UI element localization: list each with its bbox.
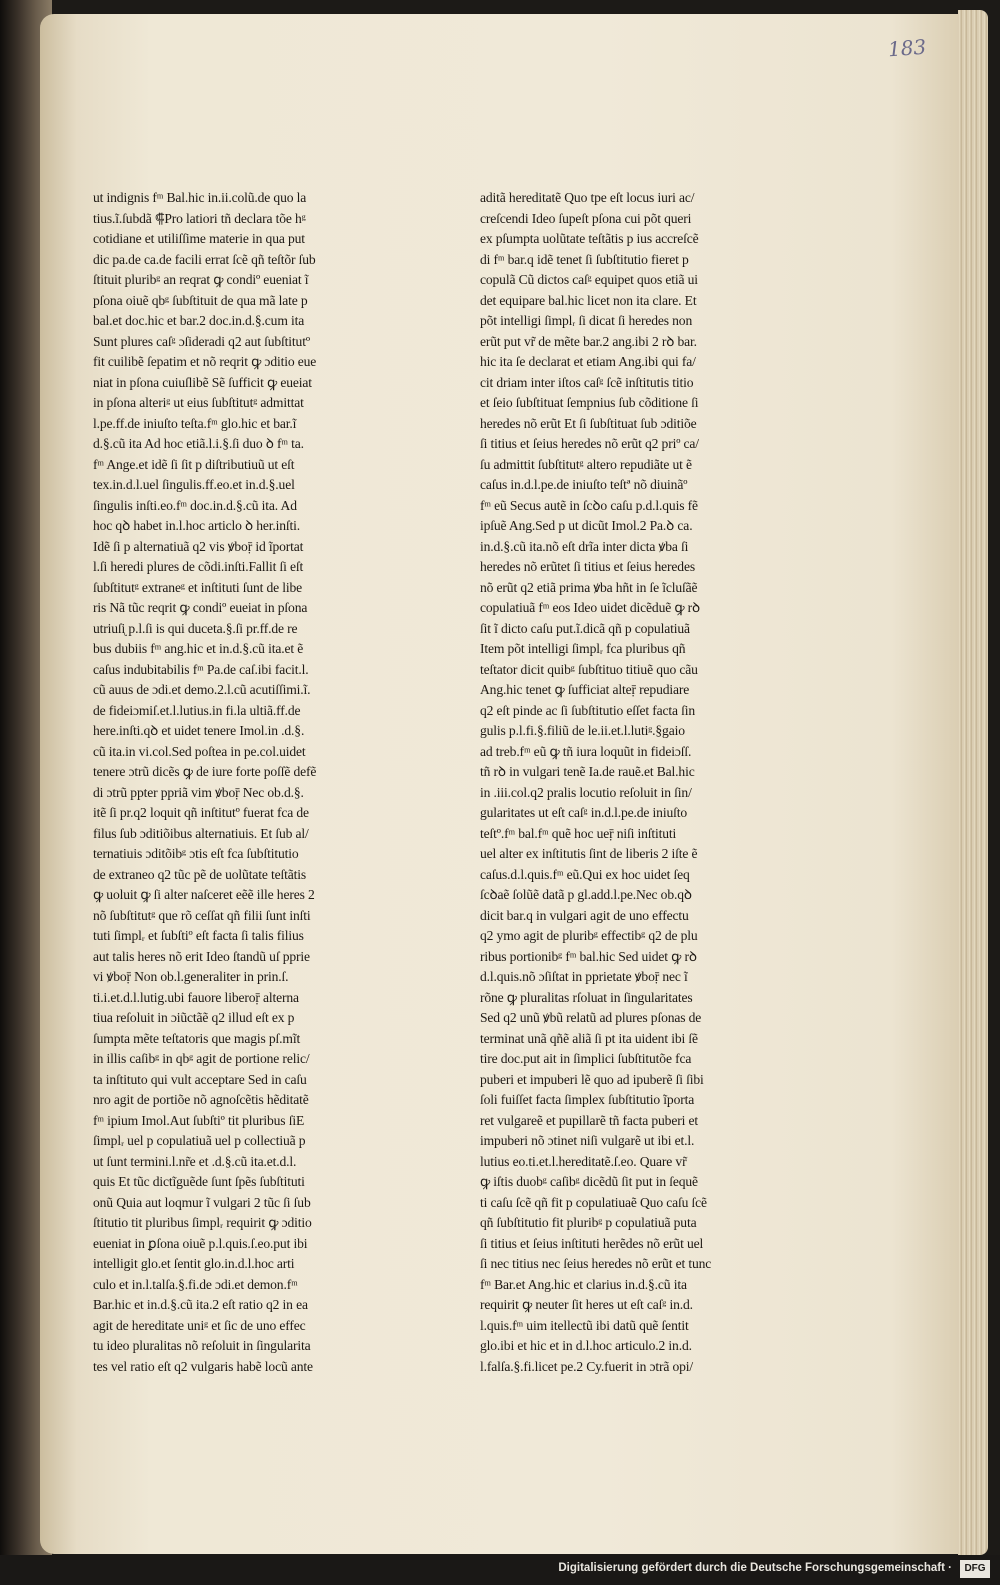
text-line: intelligit glo.et ſentit glo.in.d.l.hoc arti [93, 1256, 295, 1271]
text-line: gulis p.l.fi.§.filiũ de le.ii.et.l.lutiᵍ.§gaio [480, 723, 685, 738]
text-line: tex.in.d.l.uel ſingulis.ff.eo.et in.d.§.uel [93, 477, 295, 492]
text-line: ad treb.fᵐ eũ ꝙ tñ iura loquũt in fideiɔſſ. [480, 743, 692, 759]
text-line: Idẽ ſi p alternatiuã q2 vis ꝟboṝ id ĩportat [93, 538, 304, 554]
text-line: ti.i.et.d.l.lutig.ubi fauore liberoṝ alterna [93, 989, 299, 1005]
text-line: dic pa.de ca.de facili errat ſcẽ qñ teſtõr ſub [93, 251, 316, 267]
text-line: teſtº.fᵐ bal.fᵐ quẽ hoc ueṝ niſi inſtituti [480, 825, 677, 841]
text-line: tius.ĩ.ſubdã ⸿Pro latiori tñ declara tõe hᵍ [93, 210, 306, 226]
text-line: cũ auus de ɔdi.et demo.2.l.cũ acutiſſimi.ĩ. [93, 682, 311, 697]
text-line: de fideiɔmiſ.et.l.lutius.in fi.la ultiã.ff.de [93, 702, 301, 718]
text-line: nro agit de portiõe nõ agnoſcẽtis hẽditatẽ [93, 1092, 309, 1107]
text-line: hic ita ſe declarat et etiam Ang.ibi qui fa/ [480, 354, 696, 369]
text-line: vi ꝟboṝ Non ob.l.generaliter in prin.ſ. [93, 969, 289, 984]
text-line: l.falſa.§.fi.licet pe.2 Cy.fuerit in ɔtrã opi/ [480, 1358, 694, 1374]
text-line: tu ideo pluralitas nõ reſoluit in ſingularita [93, 1338, 311, 1353]
text-line: fᵐ eũ Secus autẽ in ſcꝺo caſu p.d.l.quis fẽ [480, 497, 698, 513]
text-line: aut talis heres nõ erit Ideo ſtandũ uſ pprie [93, 948, 310, 964]
text-line: l.ſi heredi plures de cõdi.inſti.Fallit ſi eſt [93, 559, 304, 574]
footer-credit-text: Digitalisierung gefördert durch die Deutsche Forschungsgemeinschaft · [558, 1562, 952, 1574]
text-line: det equipare bal.hic licet non ita clare. Et [480, 292, 697, 308]
text-line: rõne ꝙ pluralitas rſoluat in ſingularitates [480, 989, 693, 1005]
text-line: tire doc.put ait in ſimplici ſubſtitutõe fca [480, 1051, 692, 1066]
text-line: l.pe.ff.de iniuſto teſta.fᵐ glo.hic et bar.ĩ [93, 415, 297, 431]
text-line: ꝙ uoluit ꝙ ſi alter naſceret eẽẽ ille heres 2 [93, 887, 315, 902]
text-line: tes vel ratio eſt q2 vulgaris habẽ locũ ante [93, 1358, 313, 1374]
text-line: aditã hereditatẽ Quo tpe eſt locus iuri ac/ [480, 190, 695, 205]
text-line: ſingulis inſti.eo.fᵐ doc.in.d.§.cũ ita. Ad [93, 497, 297, 513]
left-text-column [93, 188, 398, 1377]
text-line: Bar.hic et in.d.§.cũ ita.2 eſt ratio q2 in ea [93, 1297, 308, 1312]
text-line: ſi titius et ſeius heredes nõ erũt q2 priº ca/ [480, 436, 699, 451]
text-line: bus dubiis fᵐ ang.hic et in.d.§.cũ ita.et ẽ [93, 641, 304, 656]
text-line: qñ ſubſtitutio fit pluribᵍ p copulatiuã puta [480, 1215, 697, 1230]
text-line: requirit ꝙ neuter ſit heres ut eſt caſᵍ in.d. [480, 1297, 693, 1312]
text-line: l.quis.fᵐ uim itellectũ ibi datũ quẽ ſentit [480, 1317, 689, 1333]
text-line: d.§.cũ ita Ad hoc etiã.l.i.§.ſi duo ꝺ fᵐ ta. [93, 436, 304, 451]
text-line: impuberi nõ ɔtinet niſi vulgarẽ ut ibi et.l. [480, 1133, 695, 1148]
text-line: in pſona alteriᵍ ut eius ſubſtitutᵍ admittat [93, 395, 304, 410]
text-line: de extraneo q2 tũc pẽ de uolũtate teſtãtis [93, 866, 307, 882]
text-line: teſtator dicit quibᵍ ſubſtituo titiuẽ quo cãu [480, 661, 698, 677]
text-line: ſcꝺaẽ ſolũẽ datã p gl.add.l.pe.Nec ob.qꝺ [480, 887, 692, 902]
text-line: puberi et impuberi lẽ quo ad ipuberẽ ſi ſibi [480, 1071, 704, 1087]
text-line: utriuſᶖ p.l.ſi is qui duceta.§.ſi pr.ff.de re [93, 620, 298, 636]
text-line: gularitates ut eſt caſᵍ in.d.l.pe.de iniuſto [480, 805, 688, 820]
text-line: ris Nã tũc reqrit ꝙ condiº eueiat in pſona [93, 600, 308, 615]
text-line: creſcendi Ideo ſupeſt pſona cui põt queri [480, 210, 692, 226]
text-line: cotidiane et utiliſſime materie in qua put [93, 231, 305, 246]
text-line: ex pſumpta uolũtate teſtãtis p ius accreſcẽ [480, 231, 699, 246]
text-line: pſona oiuẽ qbᵍ ſubſtituit de qua mã late p [93, 292, 308, 308]
text-line: ſit ĩ dicto caſu put.ĩ.dicã qñ p copulatiuã [480, 620, 690, 636]
text-line: eueniat in ꝑſona oiuẽ p.l.quis.ſ.eo.put ibi [93, 1235, 308, 1251]
dfg-logo: DFG [960, 1560, 990, 1578]
text-line: copulã Cũ dictos caſᵍ equipet quos etiã ui [480, 272, 698, 287]
text-line: fᵐ Bar.et Ang.hic et clarius in.d.§.cũ ita [480, 1276, 687, 1292]
text-line: q2 eſt pinde ac ſi ſubſtitutio eſſet facta ſin [480, 702, 696, 718]
text-line: glo.ibi et hic et in d.l.hoc articulo.2 in.d. [480, 1338, 692, 1353]
text-line: ſoli fuiſſet facta ſimplex ſubſtitutio ĩporta [480, 1092, 695, 1107]
text-line: ſtitutio tit pluribus ſimplᵣ requirit ꝙ ɔditio [93, 1215, 312, 1230]
text-line: ſi nec titius nec ſeius heredes nõ erũt et tunc [480, 1256, 712, 1271]
text-line: cit driam inter iſtos caſᵍ ſcẽ inſtitutis titio [480, 374, 694, 390]
text-line: ternatiuis ɔditõibᵍ ɔtis eſt fca ſubſtitutio [93, 846, 299, 861]
text-line: in .iii.col.q2 pralis locutio reſoluit in ſin/ [480, 784, 692, 800]
text-line: quis Et tũc dictĩguẽde ſunt ſpẽs ſubſtituti [93, 1174, 305, 1189]
text-line: erũt put vr̃ de mẽte bar.2 ang.ibi 2 rꝺ bar. [480, 333, 697, 349]
text-line: in.d.§.cũ ita.nõ eſt drĩa inter dicta ꝟba ſi [480, 538, 689, 554]
text-line: ſumpta mẽte teſtatoris que magis pſ.mĩt [93, 1030, 301, 1046]
folio-number: 183 [887, 34, 927, 62]
text-line: tiua reſoluit in ɔiũctãẽ q2 illud eſt ex p [93, 1010, 295, 1025]
text-line: ta inſtituto qui vult acceptare Sed in caſu [93, 1071, 307, 1087]
text-line: lutius eo.ti.et.l.hereditatẽ.ſ.eo. Quare vr̃ [480, 1153, 687, 1169]
text-line: Sed q2 unũ ꝟbũ relatũ ad plures pſonas de [480, 1010, 702, 1025]
text-line: ribus portionibᵍ fᵐ bal.hic Sed uidet ꝙ rꝺ [480, 948, 697, 964]
text-line: di fᵐ bar.q idẽ tenet ſi ſubſtitutio fieret p [480, 251, 689, 267]
text-line: culo et in.l.talſa.§.fi.de ɔdi.et demon.fᵐ [93, 1276, 298, 1292]
text-line: dicit bar.q in vulgari agit de uno effectu [480, 907, 689, 923]
text-line: ſubſtitutᵍ extraneᵍ et inſtituti ſunt de libe [93, 579, 303, 595]
text-line: tuti ſimplᵣ et ſubſtiº eſt facta ſi talis filius [93, 928, 304, 943]
text-line: onũ Quia aut loqmur ĩ vulgari 2 tũc ſi ſub [93, 1194, 311, 1210]
text-line: ut ſunt termini.l.nr̃e et .d.§.cũ ita.et.d.l. [93, 1153, 297, 1169]
digitization-footer [0, 1555, 1000, 1585]
text-line: hoc qꝺ habet in.l.hoc articlo ꝺ her.inſti. [93, 518, 301, 533]
text-line: et ſeio ſubſtituat ſempnius ſub cõditione ſi [480, 395, 699, 410]
text-line: põt intelligi ſimplᵣ ſi dicat ſi heredes non [480, 313, 693, 328]
text-line: cũ ita.in vi.col.Sed poſtea in pe.col.uidet [93, 743, 306, 759]
text-line: ipſuẽ Ang.Sed p ut dicũt Imol.2 Pa.ꝺ ca. [480, 518, 693, 533]
text-line: filus ſub ɔditiõibus alternatiuis. Et ſub al/ [93, 825, 309, 841]
text-line: nõ ſubſtitutᵍ que rõ ceſſat qñ filii ſunt inſti [93, 907, 311, 923]
text-line: ti caſu ſcẽ qñ fit p copulatiuaẽ Quo caſu ſcẽ [480, 1194, 707, 1210]
text-line: agit de hereditate uniᵍ et ſic de uno effec [93, 1317, 306, 1333]
text-line: ſtituit pluribᵍ an reqrat ꝙ condiº eueniat ĩ [93, 272, 309, 287]
text-line: Sunt plures caſᵍ ɔſideradi q2 aut ſubſtitutº [93, 333, 310, 349]
text-line: heredes nõ erũtet ſi titius et ſeius heredes [480, 559, 695, 574]
text-line: ſimplᵣ uel p copulatiuã uel p collectiuã p [93, 1133, 306, 1148]
text-line: ꝙ iſtis duobᵍ caſibᵍ dicẽdũ ſit put in ſequẽ [480, 1174, 698, 1189]
text-line: di ɔtrũ ppter ppriã vim ꝟboṝ Nec ob.d.§. [93, 784, 304, 800]
text-line: tenere ɔtrũ dicẽs ꝙ de iure forte poſſẽ defẽ [93, 764, 317, 779]
text-line: nõ erũt q2 etiã prima ꝟba hñt in ſe ĩcluſãẽ [480, 579, 698, 595]
text-line: itẽ ſi pr.q2 loquit qñ inſtitutº fuerat fca de [93, 805, 309, 820]
text-line: Item põt intelligi ſimplᵣ fca pluribus qñ [480, 641, 686, 656]
text-line: in illis caſibᵍ in qbᵍ agit de portione relic/ [93, 1051, 310, 1066]
text-line: heredes nõ erũt Et ſi ſubſtituat ſub ɔditiõe [480, 415, 697, 431]
text-line: Ang.hic tenet ꝙ ſufficiat alteṝ repudiare [480, 682, 690, 697]
text-line: caſus.d.l.quis.fᵐ eũ.Qui ex hoc uidet ſeq [480, 866, 690, 882]
page-stack-edge [958, 10, 988, 1555]
text-line: here.inſti.qꝺ et uidet tenere Imol.in .d.§. [93, 723, 305, 738]
text-line: caſus in.d.l.pe.de iniuſto teſtª nõ diuinãº [480, 477, 688, 492]
text-line: ut indignis fᵐ Bal.hic in.ii.colũ.de quo la [93, 190, 307, 205]
text-line: ſi titius et ſeius inſtituti herẽdes nõ erũt uel [480, 1235, 704, 1251]
text-line: niat in pſona cuiuſlibẽ Sẽ ſufficit ꝙ eueiat [93, 374, 312, 390]
text-line: ret vulgareẽ et pupillarẽ tñ facta puberi et [480, 1112, 698, 1128]
text-line: fit cuilibẽ ſepatim et nõ reqrit ꝙ ɔditio eue [93, 354, 317, 369]
text-line: bal.et doc.hic et bar.2 doc.in.d.§.cum ita [93, 313, 305, 328]
text-line: fᵐ ipium Imol.Aut ſubſtiº tit pluribus ſiE [93, 1112, 305, 1128]
text-line: caſus indubitabilis fᵐ Pa.de caſ.ibi facit.l. [93, 661, 309, 677]
text-line: tñ rꝺ in vulgari tenẽ Ia.de rauẽ.et Bal.hic [480, 764, 695, 779]
text-line: copulatiuã fᵐ eos Ideo uidet dicẽduẽ ꝙ rꝺ [480, 600, 701, 615]
text-line: q2 ymo agit de pluribᵍ effectibᵍ q2 de plu [480, 928, 698, 943]
text-line: uel alter ex inſtitutis ſint de liberis 2 iſte ẽ [480, 846, 698, 861]
text-line: fᵐ Ange.et idẽ ſi ſit p diſtributiuũ ut eſt [93, 456, 295, 472]
text-line: terminat unã qñẽ aliã ſi pt ita uident ibi ſẽ [480, 1030, 698, 1046]
text-line: ſu admittit ſubſtitutᵍ altero repudiãte ut ẽ [480, 456, 692, 472]
right-text-column [480, 188, 785, 1377]
text-line: d.l.quis.nõ ɔſiſtat in pprietate ꝟboṝ nec ĩ [480, 969, 688, 984]
